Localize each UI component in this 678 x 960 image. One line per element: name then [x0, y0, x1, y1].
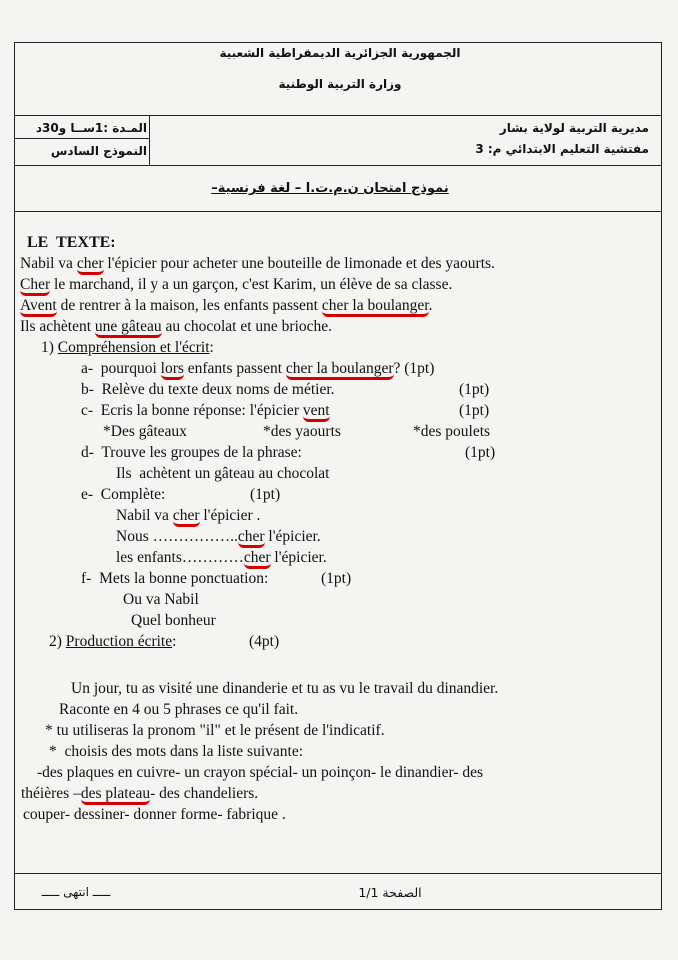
- q1-c-option-1: *Des gâteaux: [103, 423, 187, 440]
- q1-d-sentence: Ils achètent un gâteau au chocolat: [116, 465, 330, 482]
- q1-b-points: (1pt): [459, 381, 490, 398]
- duration-label: المـدة :1ســا و30د: [35, 121, 147, 135]
- q2-line-4: * choisis des mots dans la liste suivante:: [49, 743, 304, 760]
- q1-e-points: (1pt): [250, 486, 281, 503]
- q2-line-3: * tu utiliseras la pronom "il" et le présent de l'indicatif.: [45, 722, 385, 739]
- q2-points: (4pt): [249, 633, 280, 650]
- q2-line-6: théières –des plateau- des chandeliers.: [21, 783, 258, 804]
- q1-b: b- Relève du texte deux noms de métier.: [81, 381, 335, 398]
- text-section: [19, 232, 659, 872]
- q1-d-points: (1pt): [465, 444, 496, 461]
- text-line-2: Cher le marchand, il y a un garçon, c'est Karim, un élève de sa classe.: [20, 274, 452, 295]
- q2-heading: 2) Production écrite:: [49, 633, 177, 650]
- text-heading: LE TEXTE:: [27, 234, 116, 251]
- q1-d: d- Trouve les groupes de la phrase:: [81, 444, 302, 461]
- q1-f: f- Mets la bonne ponctuation:: [81, 570, 269, 587]
- q1-c-option-2: *des yaourts: [263, 423, 341, 440]
- q1-e: e- Complète:: [81, 486, 166, 503]
- text-line-4: Ils achètent une gâteau au chocolat et une brioche.: [20, 316, 332, 337]
- q1-c: c- Ecris la bonne réponse: l'épicier vent: [81, 400, 330, 421]
- q1-f-points: (1pt): [321, 570, 352, 587]
- republic-title: الجمهورية الجزائرية الديمقراطية الشعبية: [219, 46, 461, 60]
- ministry-title: وزارة التربية الوطنية: [278, 77, 402, 91]
- q1-f-line-1: Ou va Nabil: [123, 591, 199, 608]
- text-line-3: Avent de rentrer à la maison, les enfants passent cher la boulanger.: [20, 295, 432, 316]
- directorate-label: مديرية التربية لولاية بشار: [499, 121, 649, 135]
- model-label: النموذج السادس: [50, 144, 147, 158]
- q1-c-points: (1pt): [459, 402, 490, 419]
- q2-line-1: Un jour, tu as visité une dinanderie et tu as vu le travail du dinandier.: [71, 680, 499, 697]
- q2-line-2: Raconte en 4 ou 5 phrases ce qu'il fait.: [59, 701, 299, 718]
- page-number: الصفحة 1/1: [358, 885, 422, 900]
- exam-title: نموذج امتحان ن.م.ت.ا – لغة فرنسية–: [211, 181, 449, 196]
- q1-f-line-2: Quel bonheur: [131, 612, 216, 629]
- q1-c-option-3: *des poulets: [413, 423, 491, 440]
- inspection-label: مفتشية التعليم الابتدائي م: 3: [475, 142, 649, 156]
- q1-e-line-1: Nabil va cher l'épicier .: [116, 505, 260, 526]
- exam-sheet-frame: [14, 42, 662, 910]
- q2-line-5: -des plaques en cuivre- un crayon spécial- un poinçon- le dinandier- des: [37, 764, 484, 781]
- text-line-1: Nabil va cher l'épicier pour acheter une bouteille de limonade et des yaourts.: [20, 253, 495, 274]
- q1-heading: 1) Compréhension et l'écrit:: [41, 339, 214, 356]
- q1-e-line-3: les enfants…………cher l'épicier.: [116, 547, 327, 568]
- q2-line-7: couper- dessiner- donner forme- fabrique .: [23, 806, 286, 823]
- q1-e-line-2: Nous ……………..cher l'épicier.: [116, 526, 321, 547]
- q1-a: a- pourquoi lors enfants passent cher la boulanger? (1pt): [81, 358, 434, 379]
- end-label: ـــــ انتهى ـــــ: [41, 885, 111, 899]
